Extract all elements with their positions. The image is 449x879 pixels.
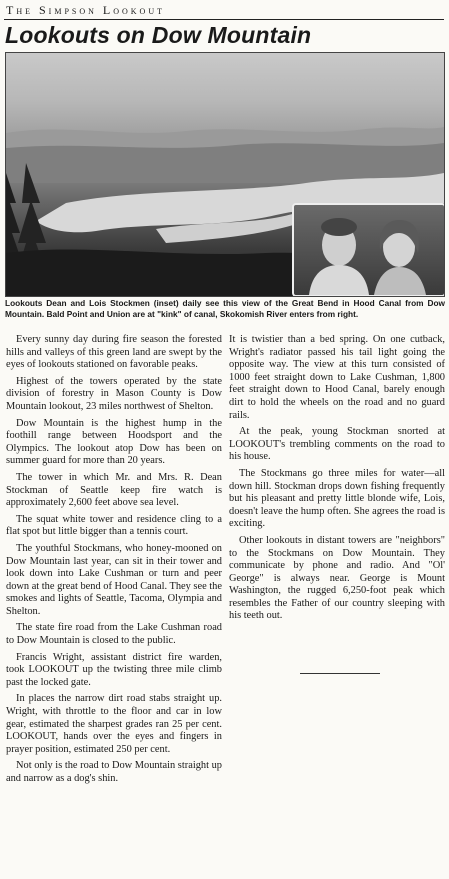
paragraph: Other lookouts in distant towers are "neighbors" to the Stockmans on Dow Mountain. They communicate by phone and radio. And "Ol' George" is always near. George is Mount Washington, the rugged 6,250-foot peak which resembles the Father of our country sleeping with his teeth out. [229, 534, 445, 622]
right-column [229, 334, 445, 627]
paragraph: Highest of the towers operated by the state division of forestry in Mason County is Dow Mountain lookout, 23 miles northwest of Shelton. [6, 375, 222, 412]
paragraph: Dow Mountain is the highest hump in the foothill range between Hoodsport and the Olympics. The lookout atop Dow has been on summer guard for more than 20 years. [6, 417, 222, 467]
paragraph: In places the narrow dirt road stabs straight up. Wright, with throttle to the floor and car in low gear, estimated the sharpest grades ran 25 per cent. LOOKOUT, hands over the eyes and fingers in prayer position, estimated 250 per cent. [6, 693, 222, 755]
paragraph: The state fire road from the Lake Cushman road to Dow Mountain is closed to the public. [6, 622, 222, 647]
couple-portrait-illustration [294, 205, 444, 295]
masthead-title: The Simpson Lookout [6, 3, 166, 17]
paragraph: Every sunny day during fire season the forested hills and valleys of this green land are swept by the eyes of lookouts stationed on favorable peaks. [6, 334, 222, 371]
end-rule [300, 673, 380, 674]
paragraph: The tower in which Mr. and Mrs. R. Dean Stockman of Seattle keep fire watch is approximately 2,600 feet above sea level. [6, 471, 222, 509]
paragraph: The Stockmans go three miles for water—all down hill. Stockman drops down fishing frequently but his pleasant and pretty little blonde wife, Lois, doesn't leave the hump often. She agrees the road is exciting. [229, 467, 445, 530]
paragraph: It is twistier than a bed spring. On one cutback, Wright's radiator passed his tail light going the opposite way. The view at this turn consisted of 1000 feet straight down to Lake Cushman, 1,800 feet straight down to Hood Canal, barely enough dirt to hold the wheels on the road and no guard rails. [229, 334, 445, 421]
paragraph: At the peak, young Stockman snorted at LOOKOUT's trembling comments on the road to his house. [229, 426, 445, 463]
paragraph: The squat white tower and residence cling to a flat spot but little bigger than a tennis court. [6, 513, 222, 538]
paragraph: Not only is the road to Dow Mountain straight up and narrow as a dog's shin. [6, 760, 222, 784]
article-headline: Lookouts on Dow Mountain [5, 22, 312, 48]
masthead [4, 2, 444, 20]
left-column [6, 334, 222, 790]
paragraph: The youthful Stockmans, who honey-mooned on Dow Mountain last year, can sit in their tower and look down into Lake Cushman or turn and peer down at the great bend of Hood Canal. They see the smokes and lights of Seattle, Tacoma, Olympia and Shelton. [6, 542, 222, 617]
paragraph: Francis Wright, assistant district fire warden, took LOOKOUT up the twisting three mile climb past the locked gate. [6, 651, 222, 688]
landscape-photo [5, 52, 445, 297]
photo-caption: Lookouts Dean and Lois Stockmen (inset) daily see this view of the Great Bend in Hood Canal from Dow Mountain. Bald Point and Union are at "kink" of canal, Skokomish River enters from right. [5, 298, 445, 319]
inset-portrait [292, 203, 445, 297]
